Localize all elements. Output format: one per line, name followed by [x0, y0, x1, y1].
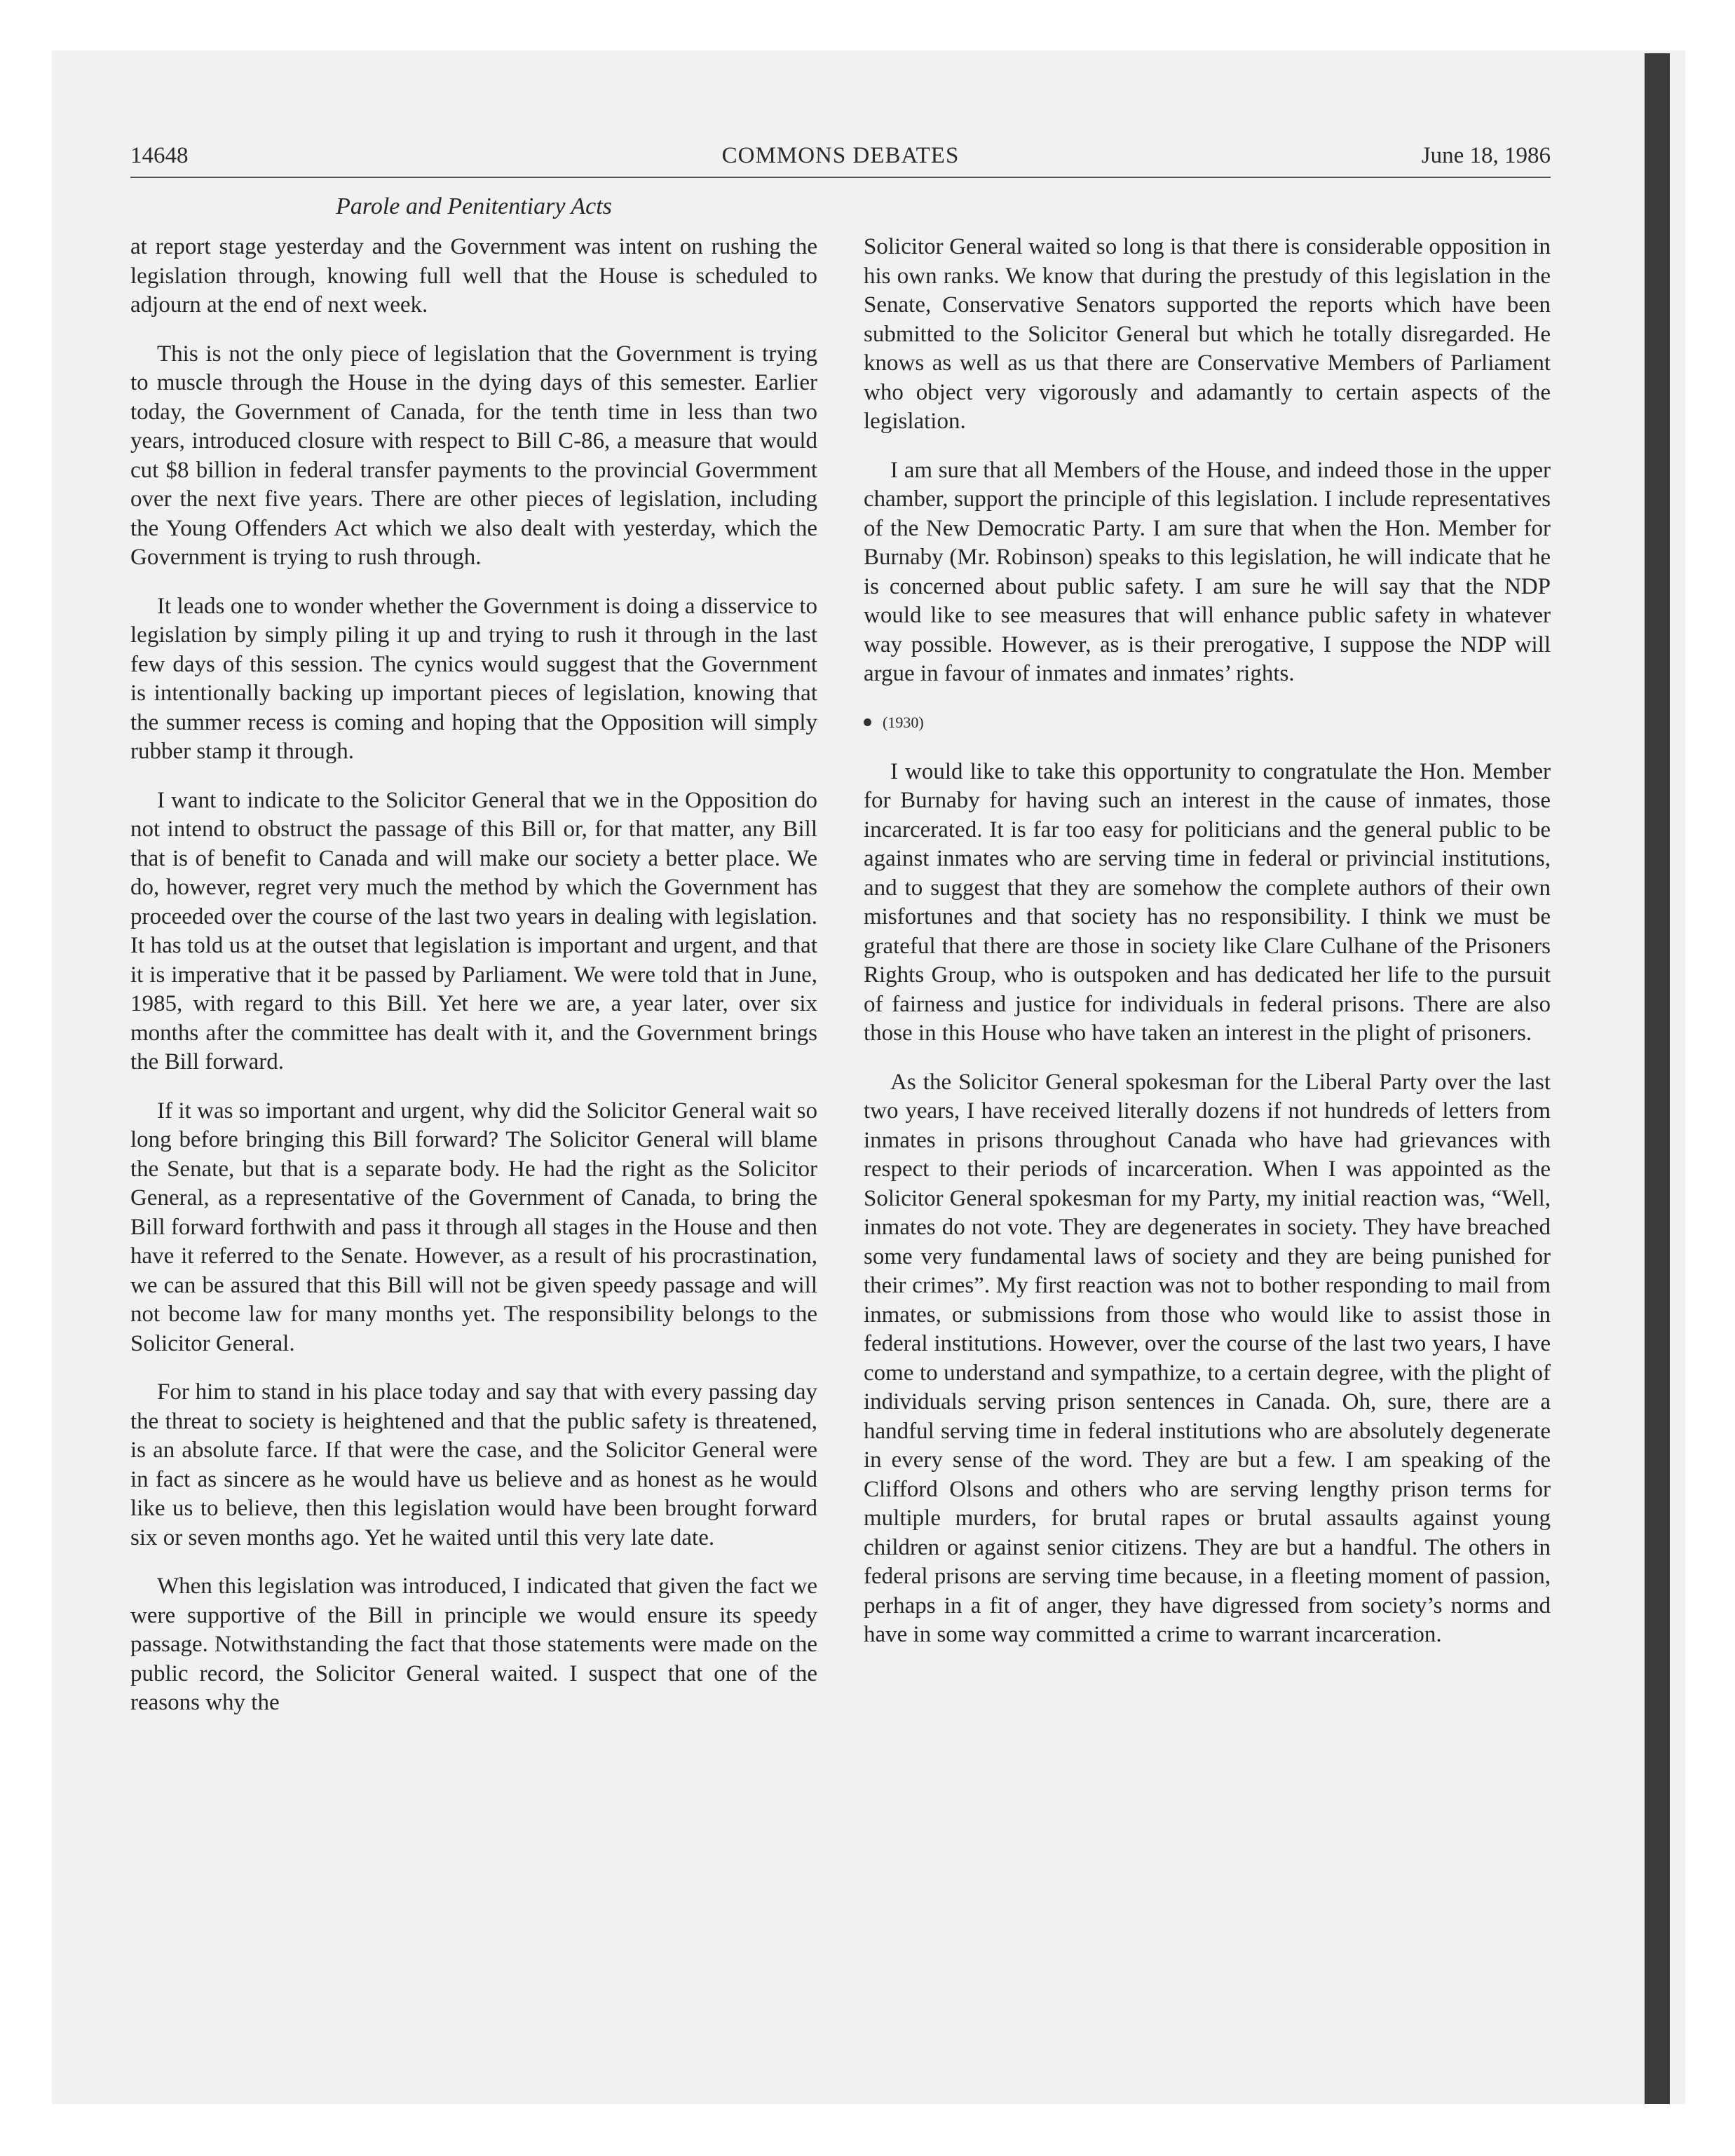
paragraph: If it was so important and urgent, why did the Solicitor General wait so long before bringing this Bill forward? The Solicitor General will blame the Senate, but that is a separate body. He had the right as the Solicitor General, as a representative of the Government of Canada, to bring the Bill forward forthwith and pass it through all stages in the House and then have it referred to the Senate. However, as a result of his procrastination, we can be assured that this Bill will not be given speedy passage and will not become law for many months yet. The responsibility belongs to the Solicitor General. — [130, 1098, 817, 1356]
time-marker-label: (1930) — [883, 713, 924, 731]
running-header — [130, 137, 1551, 174]
text-columns — [130, 191, 1551, 1738]
paragraph: It leads one to wonder whether the Government is doing a disservice to legislation by simply piling it up and trying to rush it through in the last few days of this session. The cynics would suggest that the Government is intentionally backing up important pieces of legislation, knowing that the summer recess is coming and hoping that the Opposition will simply rubber stamp it through. — [130, 593, 817, 764]
page-number: 14648 — [130, 143, 189, 168]
paragraph: I would like to take this opportunity to congratulate the Hon. Member for Burnaby for having such an interest in the cause of inmates, those incarcerated. It is far too easy for politicians and the general public to be against inmates who are serving time in federal or privincial institutions, and to suggest that they are somehow the complete authors of their own misfortunes and that society has no responsibility. I think we must be grateful that there are those in society like Clare Culhane of the Prisoners Rights Group, who is outspoken and has dedicated her life to the pursuit of fairness and justice for individuals in federal prisons. There are also those in this House who have taken an interest in the plight of prisoners. — [864, 758, 1551, 1046]
left-column — [130, 191, 817, 1738]
paragraph: This is not the only piece of legislation that the Government is trying to muscle through the House in the dying days of this semester. Earlier today, the Government of Canada, for the tenth time in less than two years, introduced closure with respect to Bill C-86, a measure that would cut $8 billion in federal transfer payments to the provincial Govermment over the next five years. There are other pieces of legislation, including the Young Offenders Act which we also dealt with yesterday, which the Government is trying to rush through. — [130, 341, 817, 570]
journal-title: COMMONS DEBATES — [721, 143, 960, 168]
paragraph: When this legislation was introduced, I indicated that given the fact we were supportive of the Bill in principle we would ensure its speedy passage. Notwithstanding the fact that those statements were made on the public record, the Solicitor General waited. I suspect that one of the reasons why the — [130, 1574, 817, 1715]
paragraph: Solicitor General waited so long is that there is considerable opposition in his own ranks. We know that during the prestudy of this legislation in the Senate, Conservative Senators supported the reports which have been submitted to the Solicitor General but which he totally disregarded. He knows as well as us that there are Conservative Members of Parliament who object very vigorously and adamantly to certain aspects of the legislation. — [864, 234, 1551, 434]
document-page — [130, 137, 1551, 2030]
section-title: Parole and Penitentiary Acts — [336, 193, 612, 219]
bullet-icon — [864, 718, 871, 726]
debate-date: June 18, 1986 — [1421, 143, 1551, 168]
binding-edge-shadow — [1645, 53, 1670, 2104]
time-marker — [864, 709, 1551, 737]
paragraph: at report stage yesterday and the Government was intent on rushing the legislation through, knowing full well that the House is scheduled to adjourn at the end of next week. — [130, 234, 817, 318]
paragraph: For him to stand in his place today and say that with every passing day the threat to society is heightened and that the public safety is threatened, is an absolute farce. If that were the case, and the Solicitor General were in fact as sincere as he would have us believe and as honest as he would like us to believe, then this legislation would have been brought forward six or seven months ago. Yet he waited until this very late date. — [130, 1379, 817, 1550]
paragraph: I want to indicate to the Solicitor General that we in the Opposition do not intend to obstruct the passage of this Bill or, for that matter, any Bill that is of benefit to Canada and will make our society a better place. We do, however, regret very much the method by which the Government has proceeded over the course of the last two years in dealing with legislation. It has told us at the outset that legislation is important and urgent, and that it is imperative that it be passed by Parliament. We were told that in June, 1985, with regard to this Bill. Yet here we are, a year later, over six months after the committee has dealt with it, and the Government brings the Bill forward. — [130, 787, 817, 1074]
header-rule — [130, 177, 1551, 178]
right-column — [864, 191, 1551, 1738]
paragraph: As the Solicitor General spokesman for the Liberal Party over the last two years, I have received literally dozens if not hundreds of letters from inmates in prisons throughout Canada who have had grievances with respect to their periods of incarceration. When I was appointed as the Solicitor General spokesman for my Party, my initial reaction was, “Well, inmates do not vote. They are degenerates in society. They have breached some very fundamental laws of society and they are being punished for their crimes”. My first reaction was not to bother responding to mail from inmates, or submissions from those who would like to assist those in federal institutions. However, over the course of the last two years, I have come to understand and sympathize, to a certain degree, with the plight of individuals serving prison sentences in Canada. Oh, sure, there are a handful serving time in federal institutions who are absolutely degenerate in every sense of the word. They are but a few. I am speaking of the Clifford Olsons and others who are serving lengthy prison terms for multiple murders, for brutal rapes or brutal assaults against young children or against senior citizens. They are but a handful. The others in federal prisons are serving time because, in a fleeting moment of passion, perhaps in a fit of anger, they have digressed from society’s norms and have in some way committed a crime to warrant incarceration. — [864, 1069, 1551, 1647]
paragraph: I am sure that all Members of the House, and indeed those in the upper chamber, support the principle of this legislation. I include representatives of the New Democratic Party. I am sure that when the Hon. Member for Burnaby (Mr. Robinson) speaks to this legislation, he will indicate that he is concerned about public safety. I am sure he will say that the NDP would like to see measures that will enhance public safety in whatever way possible. However, as is their prerogative, I suppose the NDP will argue in favour of inmates and inmates’ rights. — [864, 457, 1551, 686]
